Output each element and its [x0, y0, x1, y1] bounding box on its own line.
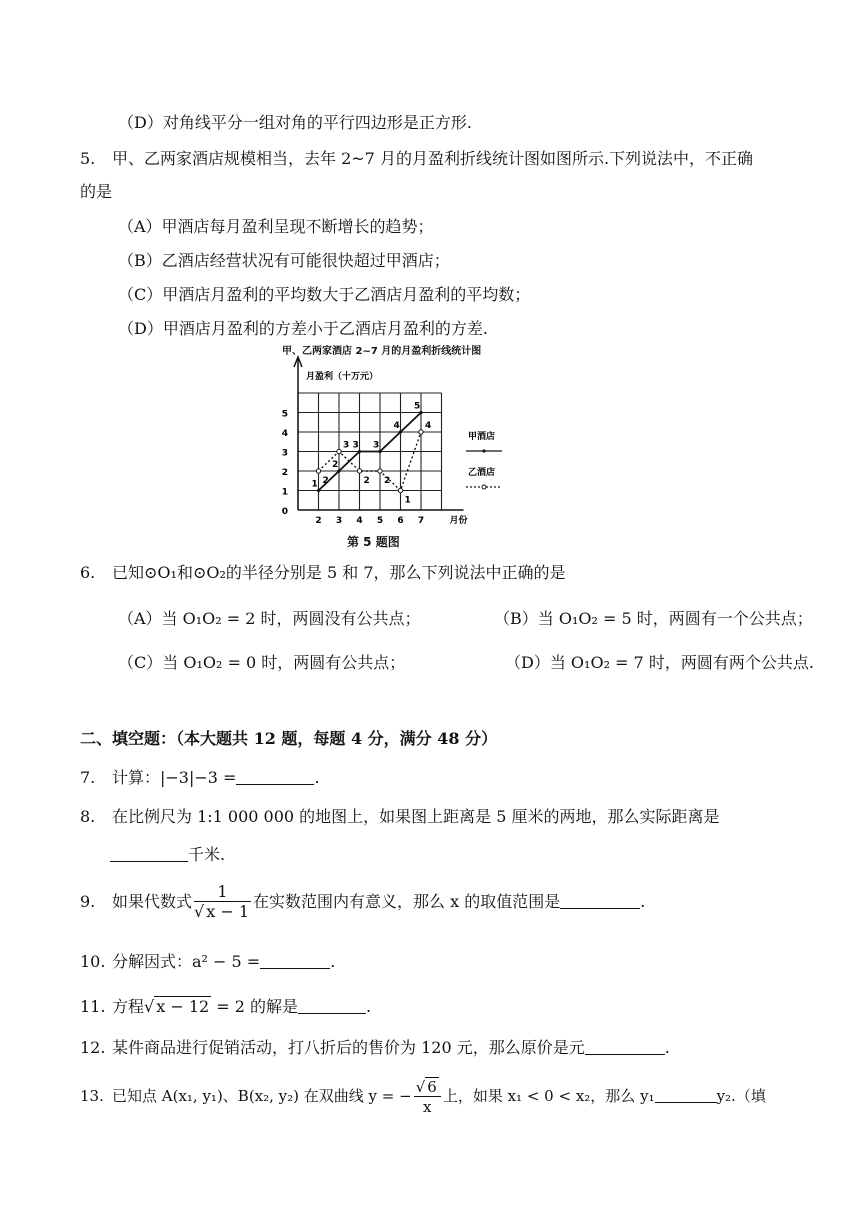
q10-answer-blank	[260, 950, 330, 969]
chart-legend	[466, 430, 502, 489]
data-label: 2	[322, 476, 329, 486]
q5-stem-line1	[80, 148, 753, 170]
data-label: 2	[332, 460, 339, 470]
q9-answer-blank	[560, 890, 640, 909]
q10-text: 分解因式：a² − 5 =	[112, 952, 261, 971]
q6-stem-text: 已知⊙O₁和⊙O₂的半径分别是 5 和 7，那么下列说法中正确的是	[112, 563, 566, 582]
q7-number: 7.	[80, 768, 96, 787]
q8	[80, 806, 720, 828]
q8-number: 8.	[80, 807, 96, 826]
data-label: 4	[393, 421, 400, 431]
series-point-1	[378, 469, 382, 473]
q11: 11. 方程√ x − 12 = 2 的解是 .	[80, 997, 372, 1016]
q8-line2	[110, 843, 225, 866]
x-axis-label: 月份	[449, 516, 468, 526]
q13-post: 上，如果 x₁ < 0 < x₂，那么 y₁	[442, 1087, 655, 1105]
q6-number: 6.	[80, 563, 96, 582]
series-point-1	[337, 449, 341, 453]
data-label: 2	[363, 476, 370, 486]
q13-pre: 已知点 A(x₁, y₁)、B(x₂, y₂) 在双曲线 y = −	[112, 1087, 412, 1105]
q13-numerator-wrap: √ 6	[414, 1078, 441, 1097]
q5-option-d: （D）甲酒店月盈利的方差小于乙酒店月盈利的方差.	[118, 319, 488, 338]
q9-pre: 如果代数式	[112, 892, 193, 911]
q4-option-d: （D）对角线平分一组对角的平行四边形是正方形.	[118, 113, 472, 132]
q7	[80, 766, 320, 789]
q13-end: y₂.（填	[716, 1087, 766, 1105]
q11-end: .	[366, 997, 372, 1016]
q11-post: = 2 的解是	[211, 997, 299, 1016]
q8-end: 千米.	[188, 845, 226, 864]
chart-caption: 第 5 题图	[347, 535, 400, 549]
q10	[80, 950, 335, 973]
y-axis-label: 月盈利（十万元）	[306, 372, 379, 382]
legend-marker-1	[482, 485, 486, 489]
q9-denominator: x − 1	[206, 902, 249, 921]
y-tick-label: 2	[281, 468, 288, 478]
q11-radicand: x − 12	[156, 997, 210, 1016]
q5-option-c: （C）甲酒店月盈利的平均数大于乙酒店月盈利的平均数；	[118, 285, 531, 304]
series-point-1	[316, 469, 320, 473]
q13-answer-blank	[655, 1084, 717, 1103]
q9-number: 9.	[80, 892, 96, 911]
q12	[80, 1036, 670, 1059]
q5-option-b: （B）乙酒店经营状况有可能很快超过甲酒店；	[118, 251, 450, 270]
q6-option-a: （A）当 O₁O₂ = 2 时，两圆没有公共点；	[118, 609, 421, 628]
legend-marker-0	[482, 449, 485, 452]
q5-option-a: （A）甲酒店每月盈利呈现不断增长的趋势；	[118, 217, 434, 236]
q7-answer-blank	[236, 766, 314, 785]
q9-numerator: 1	[194, 883, 251, 902]
q9-denominator-wrap: √ x − 1	[194, 902, 249, 921]
q12-text: 某件商品进行促销活动，打八折后的售价为 120 元，那么原价是元	[112, 1038, 585, 1057]
data-label: 1	[311, 479, 318, 490]
chart-series	[312, 402, 432, 506]
y-tick-label: 4	[281, 429, 288, 439]
legend-label-0: 甲酒店	[468, 432, 496, 442]
q13-fraction	[414, 1078, 441, 1117]
q11-answer-blank	[298, 995, 366, 1014]
q5-stem-text: 甲、乙两家酒店规模相当，去年 2~7 月的月盈利折线统计图如图所示.下列说法中，不正确	[112, 149, 754, 168]
q12-number: 12.	[80, 1038, 106, 1057]
q13	[80, 1076, 766, 1117]
q13-number: 13.	[80, 1087, 104, 1105]
q10-end: .	[330, 952, 336, 971]
q6-option-b: （B）当 O₁O₂ = 5 时，两圆有一个公共点；	[494, 609, 813, 628]
data-label: 4	[425, 421, 432, 431]
data-label: 3	[343, 440, 350, 451]
q9-fraction	[194, 883, 251, 922]
x-tick-label: 6	[397, 516, 404, 526]
q12-answer-blank	[585, 1036, 665, 1055]
q12-end: .	[664, 1038, 670, 1057]
section2-heading: 二、填空题：（本大题共 12 题，每题 4 分，满分 48 分）	[80, 729, 498, 748]
data-label: 3	[352, 440, 359, 451]
data-label: 3	[373, 440, 380, 451]
q13-numerator: 6	[427, 1077, 437, 1096]
x-tick-label: 5	[376, 516, 384, 526]
data-label: 1	[404, 495, 411, 506]
series-point-1	[419, 430, 423, 434]
q6-option-c: （C）当 O₁O₂ = 0 时，两圆有公共点；	[118, 653, 406, 672]
q10-number: 10.	[80, 952, 106, 971]
series-point-1	[398, 488, 402, 492]
q9-post: 在实数范围内有意义，那么 x 的取值范围是	[253, 892, 561, 911]
x-tick-label: 3	[335, 516, 343, 526]
q8-text: 在比例尺为 1:1 000 000 的地图上，如果图上距离是 5 厘米的两地，那么实际距离是	[112, 807, 720, 826]
profit-line-chart	[270, 355, 520, 530]
q13-denominator: x	[423, 1097, 432, 1116]
q5-number: 5.	[80, 149, 96, 168]
x-tick-label: 4	[356, 516, 363, 526]
x-tick-label: 2	[315, 516, 322, 526]
q6-stem	[80, 562, 566, 584]
q9-end: .	[640, 892, 646, 911]
legend-label-1: 乙酒店	[468, 468, 496, 478]
y-tick-label: 1	[281, 487, 288, 498]
q9	[80, 882, 645, 922]
series-point-1	[357, 469, 361, 473]
q8-answer-blank	[110, 843, 188, 862]
q11-pre: 方程	[112, 997, 145, 1016]
y-tick-label: 3	[281, 448, 288, 459]
q5-stem-line2: 的是	[80, 182, 113, 201]
chart-title: 甲、乙两家酒店 2~7 月的月盈利折线统计图	[282, 346, 482, 357]
q6-option-d: （D）当 O₁O₂ = 7 时，两圆有两个公共点.	[505, 653, 814, 672]
q11-number: 11.	[80, 997, 106, 1016]
data-label: 5	[414, 401, 421, 412]
y-tick-label: 5	[281, 409, 288, 420]
q7-end: .	[314, 768, 320, 787]
x-tick-label: 7	[417, 516, 425, 526]
y-tick-label: 0	[281, 507, 288, 517]
q7-text: 计算：|−3|−3 =	[112, 768, 237, 787]
data-label: 2	[384, 476, 391, 486]
